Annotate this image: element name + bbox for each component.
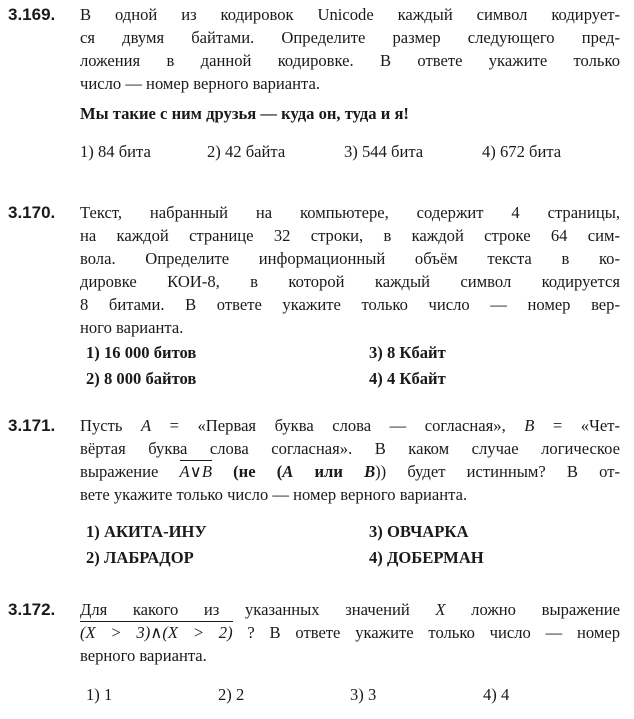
option-3[interactable]: 3) 544 бита (344, 142, 424, 161)
problem-text: Для какого из указанных значений X ложно выражение (X > 3)∧(X > 2) ? В ответе укажите только число — номер верного варианта. (80, 600, 621, 665)
problem-number: 3.171. (8, 416, 56, 435)
option-3[interactable]: 3) ОВЧАРКА (369, 522, 469, 541)
option-1[interactable]: 1) 84 бита (80, 142, 151, 161)
option-2[interactable]: 2) 8 000 байтов (86, 369, 197, 388)
option-3[interactable]: 3) 8 Кбайт (369, 343, 446, 362)
option-2[interactable]: 2) 2 (218, 685, 245, 704)
option-2[interactable]: 2) 42 байта (207, 142, 286, 161)
problem-text: Пусть A = «Первая буква слова — согласная», B = «Чет- вёртая буква слова согласная». В каком случае логическое выражение A∨B (не (A или B)) будет истинным? В от- вете укажите только число — номер верного варианта. (80, 416, 620, 504)
option-3[interactable]: 3) 3 (350, 685, 377, 704)
problem-number: 3.170. (8, 203, 56, 222)
negated-expression: (X > 3)∧(X > 2) (80, 623, 233, 642)
option-4[interactable]: 4) 4 (483, 685, 510, 704)
problem-text: В одной из кодировок Unicode каждый символ кодирует- ся двумя байтами. Определите размер следующего пред- ложения в данной кодировке. В ответе укажите только число — номер верного варианта. (80, 5, 620, 93)
option-4[interactable]: 4) 672 бита (482, 142, 562, 161)
option-1[interactable]: 1) 16 000 битов (86, 343, 197, 362)
negated-expression: A∨B (179, 462, 212, 481)
sentence-to-encode: Мы такие с ним друзья — куда он, туда и я! (80, 104, 409, 123)
problem-number: 3.172. (8, 600, 56, 619)
option-2[interactable]: 2) ЛАБРАДОР (86, 548, 194, 567)
option-4[interactable]: 4) 4 Кбайт (369, 369, 446, 388)
problem-text: Текст, набранный на компьютере, содержит 4 страницы, на каждой странице 32 строки, в каждой строке 64 сим- вола. Определите информационный объём текста в ко- дировке КОИ-8, в которой каждый символ кодируется 8 битами. В ответе укажите только число — номер вер- ного варианта. (80, 203, 620, 337)
option-4[interactable]: 4) ДОБЕРМАН (369, 548, 484, 567)
option-1[interactable]: 1) АКИТА-ИНУ (86, 522, 207, 541)
option-1[interactable]: 1) 1 (86, 685, 113, 704)
problem-number: 3.169. (8, 5, 56, 24)
